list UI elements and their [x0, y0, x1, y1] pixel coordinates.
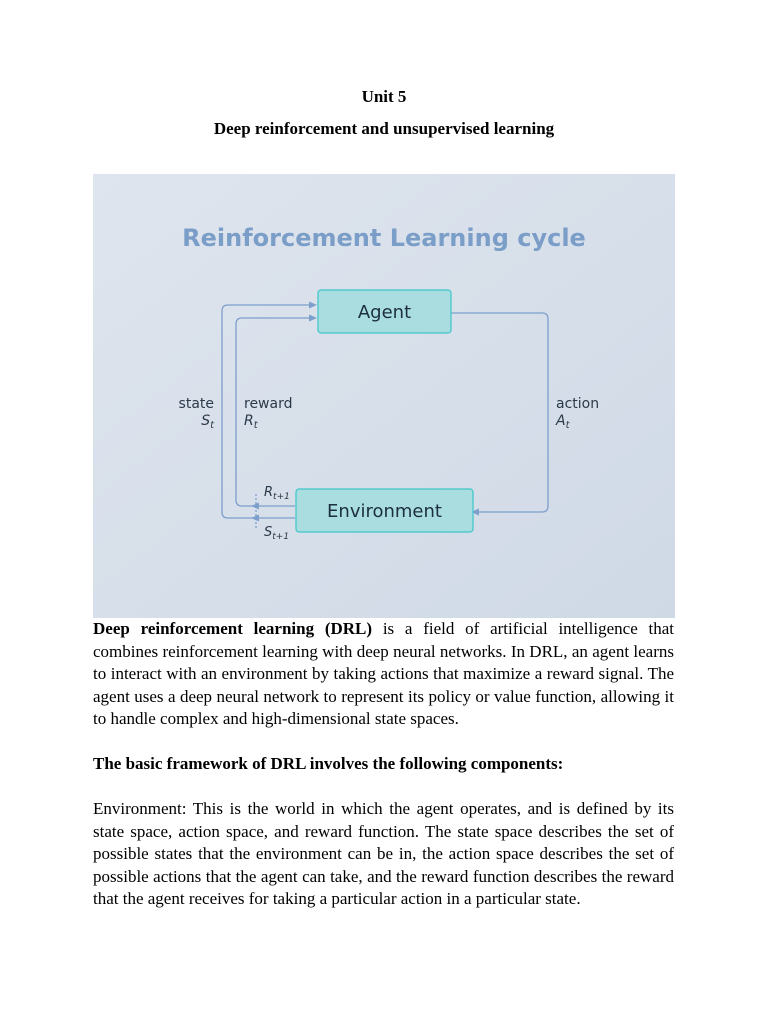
action-label: action — [556, 396, 600, 412]
diagram-title: Reinforcement Learning cycle — [182, 224, 586, 252]
next-reward-symbol: $R_{t+1}$ — [264, 485, 290, 502]
intro-text: is a field of artificial intelligence that combines reinforcement learning with deep neural networks. In DRL, an agent learns to interact with an environment by taking actions that maximize a reward signal. The agent uses a deep neural network to represent its policy or value function, allowing it to handle complex and high-dimensional state spaces. — [93, 619, 674, 729]
state-label: state — [178, 396, 214, 412]
action-symbol: $A_t$ — [556, 413, 570, 431]
reward-symbol: $R_t$ — [244, 413, 258, 431]
chapter-title: Deep reinforcement and unsupervised learning — [213, 119, 555, 138]
next-state-symbol: $S_{t+1}$ — [264, 525, 290, 542]
agent-label: Agent — [357, 302, 412, 323]
intro-term: Deep reinforcement learning (DRL) — [93, 619, 373, 638]
reward-label: reward — [244, 396, 293, 412]
unit-title: Unit 5 — [361, 87, 407, 106]
environment-paragraph: Environment: This is the world in which the agent operates, and is defined by its state space, action space, and reward function. The state space describes the set of possible states that the environment can be in, the action space describes the set of possible actions that the agent can take, and the reward function describes the reward that the agent receives for taking a particular action in a particular state. — [93, 799, 674, 909]
rl-cycle-diagram — [93, 174, 675, 618]
environment-label: Environment — [327, 501, 442, 522]
framework-heading: The basic framework of DRL involves the following components: — [93, 754, 564, 773]
intro-paragraph — [93, 618, 674, 731]
state-symbol: $S_t$ — [201, 413, 214, 431]
